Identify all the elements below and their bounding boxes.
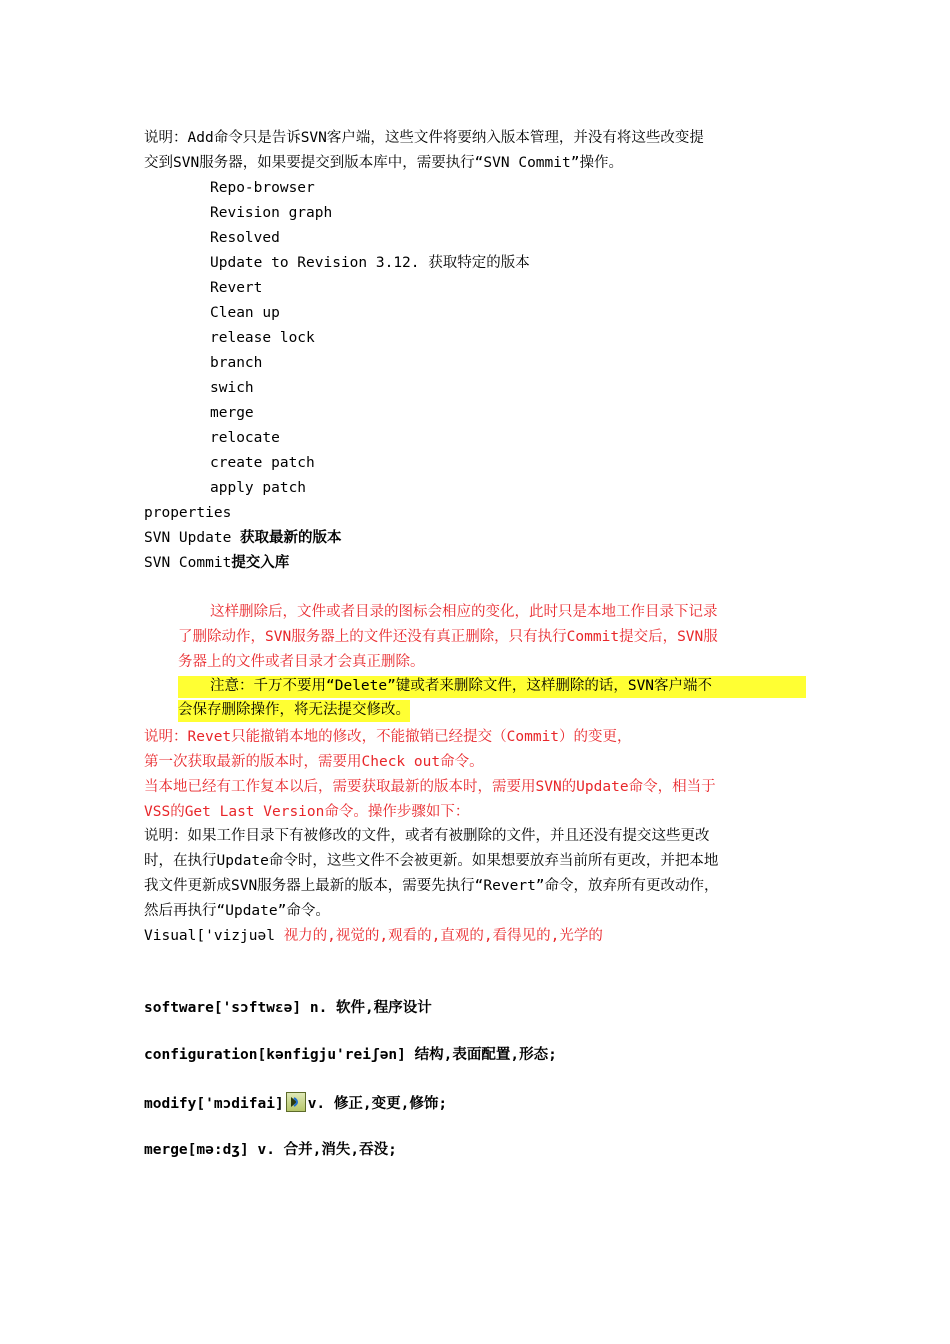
vocab-merge: merge[mə:dʒ] v. 合并,消失,吞没;: [144, 1142, 397, 1158]
svn-update-line: [144, 528, 342, 548]
vocab-modify-meaning: v. 修正,变更,修饰;: [307, 1096, 448, 1112]
explain-line-1: 说明：如果工作目录下有被修改的文件，或者有被删除的文件，并且还没有提交这些更改: [144, 828, 710, 844]
explain-line-3: 我文件更新成SVN服务器上最新的版本，需要先执行“Revert”命令，放弃所有更改动作，: [144, 878, 719, 894]
update-note-line-1: 当本地已经有工作复本以后，需要获取最新的版本时，需要用SVN的Update命令，相当于: [144, 779, 716, 795]
menu-item: Revert: [210, 280, 263, 296]
menu-item: branch: [210, 355, 263, 371]
vocab-modify-word: modify['mɔdifai]: [144, 1096, 284, 1112]
menu-item: Update to Revision 3.12. 获取特定的版本: [210, 255, 530, 271]
svn-commit-desc: 提交入库: [231, 555, 290, 571]
menu-item: merge: [210, 405, 254, 421]
explain-line-2: 时，在执行Update命令时，这些文件不会被更新。如果想要放弃当前所有更改，并把本地: [144, 853, 719, 869]
menu-item: create patch: [210, 455, 315, 471]
menu-item: relocate: [210, 430, 280, 446]
revert-note: 说明：Revet只能撤销本地的修改，不能撤销已经提交（Commit）的变更，: [144, 729, 632, 745]
speaker-icon[interactable]: [286, 1092, 306, 1112]
delete-note-line-2: 了删除动作，SVN服务器上的文件还没有真正删除，只有执行Commit提交后，SVN服: [178, 629, 718, 645]
intro-line-2: 交到SVN服务器，如果要提交到版本库中，需要执行“SVN Commit”操作。: [144, 155, 623, 171]
warning-line-1: 注意：千万不要用“Delete”键或者来删除文件，这样删除的话，SVN客户端不: [178, 676, 806, 698]
menu-item: release lock: [210, 330, 315, 346]
menu-item: Clean up: [210, 305, 280, 321]
menu-item: Resolved: [210, 230, 280, 246]
svn-update-desc: 获取最新的版本: [240, 530, 342, 546]
vocab-software: software['sɔftwɛə] n. 软件,程序设计: [144, 1000, 432, 1016]
menu-item: Repo-browser: [210, 180, 315, 196]
visual-line: [144, 926, 603, 946]
menu-item: apply patch: [210, 480, 307, 496]
delete-note-line-3: 务器上的文件或者目录才会真正删除。: [178, 654, 425, 670]
intro-line-1: 说明：Add命令只是告诉SVN客户端，这些文件将要纳入版本管理，并没有将这些改变提: [144, 130, 704, 146]
update-note-line-2: VSS的Get Last Version命令。操作步骤如下：: [144, 804, 470, 820]
checkout-note: 第一次获取最新的版本时，需要用Check out命令。: [144, 754, 484, 770]
svn-commit-line: [144, 553, 289, 573]
explain-line-4: 然后再执行“Update”命令。: [144, 903, 330, 919]
visual-word: Visual['vizjuəl: [144, 928, 284, 944]
properties-label: properties: [144, 505, 232, 521]
svn-commit-cmd: SVN Commit: [144, 555, 232, 571]
menu-item: Revision graph: [210, 205, 333, 221]
vocab-modify: [144, 1092, 447, 1112]
visual-meaning: 视力的,视觉的,观看的,直观的,看得见的,光学的: [283, 928, 603, 944]
delete-note-line-1: 这样删除后，文件或者目录的图标会相应的变化，此时只是本地工作目录下记录: [210, 604, 718, 620]
vocab-configuration: configuration[kənfigju'reiʃən] 结构,表面配置,形态;: [144, 1047, 557, 1063]
svn-update-cmd: SVN Update: [144, 530, 241, 546]
warning-line-2: 会保存删除操作，将无法提交修改。: [178, 700, 410, 722]
menu-item: swich: [210, 380, 254, 396]
